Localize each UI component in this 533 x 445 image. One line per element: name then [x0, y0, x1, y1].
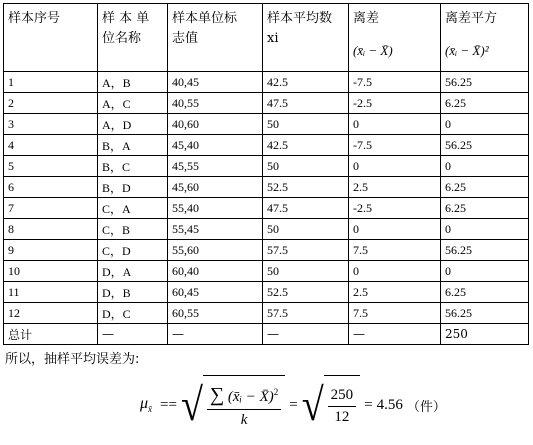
cell-unit-name: C，A	[98, 198, 168, 219]
cell-unit-name: D，B	[98, 282, 168, 303]
total-cell-deviation: —	[349, 324, 441, 345]
formula-fraction-1	[207, 384, 281, 429]
cell-seq: 3	[4, 114, 98, 135]
cell-deviation-sq: 0	[441, 219, 529, 240]
cell-unit-value: 45,55	[168, 156, 263, 177]
cell-deviation: -7.5	[349, 72, 441, 93]
cell-sample-mean: 50	[263, 114, 349, 135]
header-unit-value	[168, 4, 263, 72]
total-cell-unit-name: —	[98, 324, 168, 345]
header-sample-mean	[263, 4, 349, 72]
radical-sign: √	[180, 378, 203, 431]
cell-deviation-sq: 6.25	[441, 177, 529, 198]
formula-radicand-1	[203, 375, 285, 435]
cell-sample-mean: 50	[263, 261, 349, 282]
cell-sample-mean: 50	[263, 219, 349, 240]
cell-unit-name: C，B	[98, 219, 168, 240]
total-row	[4, 324, 529, 345]
cell-deviation: 0	[349, 261, 441, 282]
header-row	[4, 4, 529, 72]
header-unit-name-line2: 位名称	[102, 31, 142, 46]
formula-numerator-sup: 2	[273, 387, 279, 397]
formula-numerator-expr: (x̄ᵢ − X̄)	[227, 389, 274, 405]
cell-deviation-sq: 6.25	[441, 198, 529, 219]
cell-seq: 6	[4, 177, 98, 198]
cell-unit-name: D，A	[98, 261, 168, 282]
cell-deviation: 0	[349, 156, 441, 177]
cell-deviation: 2.5	[349, 177, 441, 198]
total-cell-sample-mean: —	[263, 324, 349, 345]
formula-unit: （件）	[406, 399, 446, 415]
cell-sample-mean: 42.5	[263, 72, 349, 93]
cell-deviation: 7.5	[349, 303, 441, 324]
header-seq	[4, 4, 98, 72]
table-row	[4, 93, 529, 114]
cell-unit-value: 45,40	[168, 135, 263, 156]
table-row	[4, 240, 529, 261]
table-row	[4, 177, 529, 198]
formula-sqrt-1	[181, 375, 285, 435]
formula-denominator-2: 12	[334, 409, 350, 425]
table-row	[4, 303, 529, 324]
table-row	[4, 261, 529, 282]
cell-unit-value: 60,55	[168, 303, 263, 324]
total-cell-seq: 总计	[4, 324, 98, 345]
cell-deviation: 0	[349, 219, 441, 240]
cell-unit-value: 55,40	[168, 198, 263, 219]
header-deviation-sq	[441, 4, 529, 72]
formula-fraction-2	[328, 387, 357, 426]
header-deviation-sq-formula: (x̄ᵢ − X̄)²	[445, 43, 489, 58]
table-row	[4, 156, 529, 177]
cell-deviation-sq: 6.25	[441, 282, 529, 303]
formula-sigma: ∑	[209, 384, 225, 406]
sample-table	[3, 3, 529, 345]
cell-sample-mean: 57.5	[263, 303, 349, 324]
cell-sample-mean: 57.5	[263, 240, 349, 261]
header-unit-name	[98, 4, 168, 72]
cell-seq: 8	[4, 219, 98, 240]
cell-unit-name: B，D	[98, 177, 168, 198]
header-unit-value-line1: 样本单位标	[172, 11, 238, 26]
formula-eq2: =	[289, 396, 298, 413]
cell-deviation-sq: 56.25	[441, 135, 529, 156]
formula-numerator-1	[207, 384, 281, 410]
cell-unit-value: 55,60	[168, 240, 263, 261]
cell-deviation-sq: 56.25	[441, 240, 529, 261]
formula-radicand-2	[324, 375, 361, 435]
header-deviation-line1: 离差	[353, 11, 380, 26]
table-row	[4, 114, 529, 135]
table-row	[4, 135, 529, 156]
cell-seq: 9	[4, 240, 98, 261]
cell-sample-mean: 47.5	[263, 198, 349, 219]
header-unit-name-line1: 样 本 单	[102, 11, 150, 26]
formula-mu-symbol: μ	[140, 395, 149, 413]
cell-sample-mean: 47.5	[263, 93, 349, 114]
cell-unit-name: A，D	[98, 114, 168, 135]
cell-unit-name: A，B	[98, 72, 168, 93]
cell-deviation-sq: 56.25	[441, 303, 529, 324]
cell-deviation: -7.5	[349, 135, 441, 156]
radical-sign: √	[301, 378, 324, 431]
cell-unit-name: B，A	[98, 135, 168, 156]
cell-sample-mean: 42.5	[263, 135, 349, 156]
cell-unit-value: 40,45	[168, 72, 263, 93]
formula-eq3: =	[364, 396, 373, 413]
cell-unit-value: 40,55	[168, 93, 263, 114]
cell-seq: 1	[4, 72, 98, 93]
sampling-error-formula	[140, 372, 446, 438]
header-deviation-sq-line1: 离差平方	[445, 11, 498, 26]
cell-deviation: 2.5	[349, 282, 441, 303]
header-unit-value-line2: 志值	[172, 31, 199, 46]
cell-deviation-sq: 0	[441, 156, 529, 177]
cell-sample-mean: 52.5	[263, 177, 349, 198]
cell-deviation: 7.5	[349, 240, 441, 261]
conclusion-text: 所以，抽样平均误差为:	[5, 352, 140, 367]
cell-unit-name: A，C	[98, 93, 168, 114]
cell-unit-value: 55,45	[168, 219, 263, 240]
total-cell-deviation-sq: 250	[441, 324, 529, 345]
header-deviation-formula: (x̄ᵢ − X̄)	[353, 43, 393, 58]
formula-denominator-1: k	[240, 412, 248, 428]
total-cell-unit-value: —	[168, 324, 263, 345]
cell-unit-name: D，C	[98, 303, 168, 324]
header-sample-mean-line2: xi	[267, 31, 279, 46]
cell-seq: 7	[4, 198, 98, 219]
formula-sqrt-2	[302, 375, 360, 435]
cell-seq: 5	[4, 156, 98, 177]
table-row	[4, 219, 529, 240]
cell-deviation-sq: 0	[441, 261, 529, 282]
cell-deviation: -2.5	[349, 198, 441, 219]
cell-unit-value: 40,60	[168, 114, 263, 135]
formula-mu-sub: x̄	[148, 404, 153, 415]
cell-seq: 10	[4, 261, 98, 282]
cell-deviation-sq: 0	[441, 114, 529, 135]
table-row	[4, 282, 529, 303]
cell-seq: 11	[4, 282, 98, 303]
table-row	[4, 72, 529, 93]
cell-unit-name: B，C	[98, 156, 168, 177]
cell-seq: 4	[4, 135, 98, 156]
cell-deviation: -2.5	[349, 93, 441, 114]
formula-mu	[140, 395, 152, 414]
cell-seq: 12	[4, 303, 98, 324]
cell-sample-mean: 52.5	[263, 282, 349, 303]
formula-numerator-2: 250	[328, 387, 357, 407]
cell-deviation-sq: 56.25	[441, 72, 529, 93]
cell-unit-value: 60,40	[168, 261, 263, 282]
header-sample-mean-line1: 样本平均数	[267, 11, 333, 26]
cell-unit-value: 45,60	[168, 177, 263, 198]
cell-deviation: 0	[349, 114, 441, 135]
cell-seq: 2	[4, 93, 98, 114]
cell-unit-name: C，D	[98, 240, 168, 261]
cell-unit-value: 60,45	[168, 282, 263, 303]
formula-eq1: ==	[160, 396, 177, 413]
table-row	[4, 198, 529, 219]
header-deviation	[349, 4, 441, 72]
header-seq-line1: 样本序号	[8, 11, 61, 26]
cell-deviation-sq: 6.25	[441, 93, 529, 114]
cell-sample-mean: 50	[263, 156, 349, 177]
formula-result: 4.56	[376, 396, 403, 413]
